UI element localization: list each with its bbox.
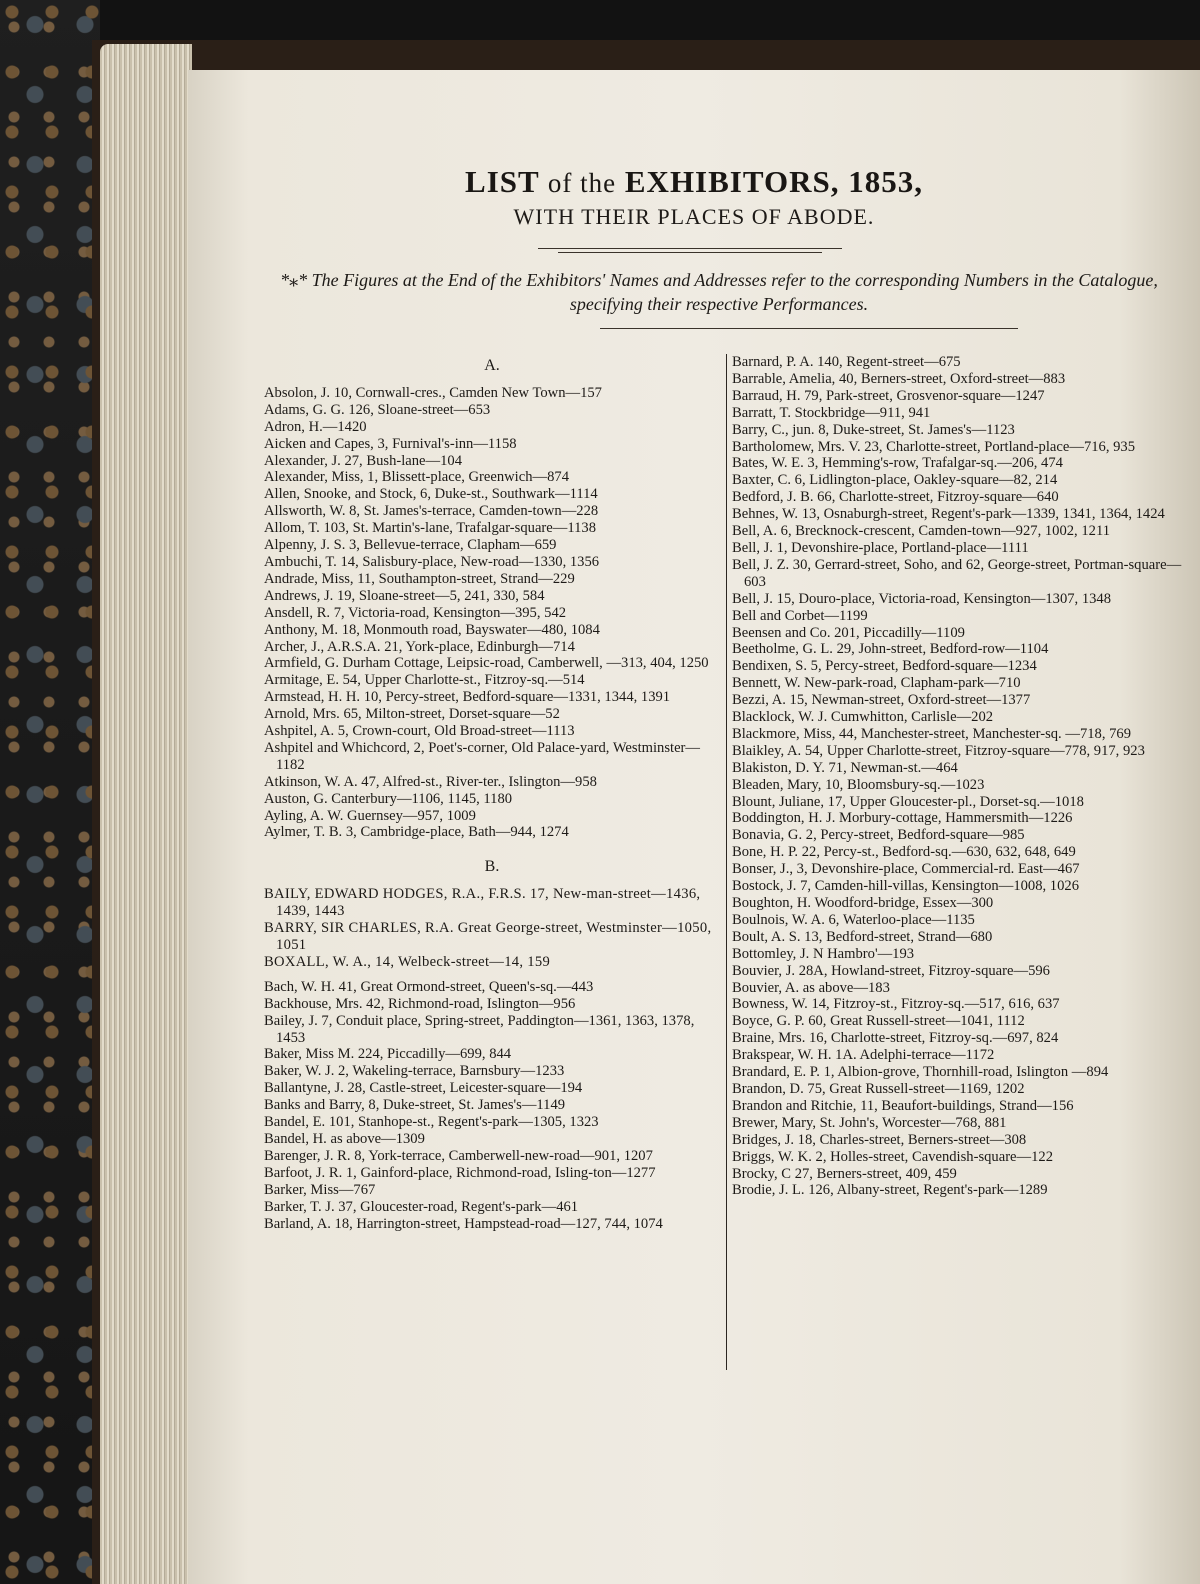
exhibitor-entry: Bedford, J. B. 66, Charlotte-street, Fitzroy-square—640 (732, 489, 1059, 506)
exhibitor-entry: Bone, H. P. 22, Percy-st., Bedford-sq.—630, 632, 648, 649 (732, 844, 1076, 861)
exhibitor-entry: Bottomley, J. N Hambro'—193 (732, 945, 915, 962)
exhibitor-entry: Beetholme, G. L. 29, John-street, Bedford-row—1104 (732, 641, 1049, 658)
exhibitor-entry: Backhouse, Mrs. 42, Richmond-road, Islington—956 (264, 995, 576, 1012)
title-list: LIST (465, 164, 540, 199)
exhibitor-entry: Bezzi, A. 15, Newman-street, Oxford-street—1377 (732, 692, 1031, 709)
exhibitor-entry: BARRY, SIR CHARLES, R.A. Great George-street, Westminster—1050, 1051 (264, 920, 712, 953)
exhibitor-entry: Bell, J. 15, Douro-place, Victoria-road, Kensington—1307, 1348 (732, 590, 1112, 607)
exhibitor-entry: Ashpitel and Whichcord, 2, Poet's-corner, Old Palace-yard, Westminster—1182 (264, 739, 701, 773)
exhibitor-entry: BAILY, EDWARD HODGES, R.A., F.R.S. 17, New-man-street—1436, 1439, 1443 (264, 886, 701, 920)
exhibitor-entry: Bowness, W. 14, Fitzroy-st., Fitzroy-sq.—517, 616, 637 (732, 996, 1060, 1013)
exhibitor-entry: Armstead, H. H. 10, Percy-street, Bedford-square—1331, 1344, 1391 (264, 689, 671, 706)
left-column (264, 354, 720, 1232)
exhibitor-entry: Blount, Juliane, 17, Upper Gloucester-pl., Dorset-sq.—1018 (732, 793, 1084, 810)
exhibitor-entry: Bouvier, J. 28A, Howland-street, Fitzroy-square—596 (732, 962, 1050, 979)
exhibitor-entry: Allsworth, W. 8, St. James's-terrace, Camden-town—228 (264, 503, 599, 520)
exhibitor-entry: Bach, W. H. 41, Great Ormond-street, Queen's-sq.—443 (264, 978, 594, 995)
exhibitor-entry: Aicken and Capes, 3, Furnival's-inn—1158 (264, 435, 517, 452)
exhibitor-entry: Boult, A. S. 13, Bedford-street, Strand—680 (732, 928, 993, 945)
exhibitor-entry: Alpenny, J. S. 3, Bellevue-terrace, Clapham—659 (264, 537, 557, 554)
exhibitor-entry: Boulnois, W. A. 6, Waterloo-place—1135 (732, 911, 975, 928)
exhibitor-entry: Adams, G. G. 126, Sloane-street—653 (264, 401, 491, 418)
exhibitor-entry: Bostock, J. 7, Camden-hill-villas, Kensington—1008, 1026 (732, 878, 1079, 895)
exhibitor-entry: Bandel, E. 101, Stanhope-st., Regent's-park—1305, 1323 (264, 1114, 599, 1131)
page-subtitle: WITH THEIR PLACES OF ABODE. (513, 204, 875, 229)
exhibitor-entry: Barenger, J. R. 8, York-terrace, Camberwell-new-road—901, 1207 (264, 1147, 653, 1164)
note-text: The Figures at the End of the Exhibitors' Names and Addresses refer to the corresponding Numbers in the Catalogue, specifying their respective Performances. (311, 270, 1158, 314)
title-exhibitors: EXHIBITORS, 1853, (624, 164, 923, 199)
exhibitor-entry: Archer, J., A.R.S.A. 21, York-place, Edinburgh—714 (264, 638, 575, 655)
exhibitor-entry: Brewer, Mary, St. John's, Worcester—768, 881 (732, 1114, 1007, 1131)
exhibitor-entry: Blackmore, Miss, 44, Manchester-street, Manchester-sq. —718, 769 (732, 725, 1132, 742)
exhibitor-entry: Barrable, Amelia, 40, Berners-street, Oxford-street—883 (732, 370, 1066, 387)
exhibitor-entry: Bartholomew, Mrs. V. 23, Charlotte-street, Portland-place—716, 935 (732, 438, 1136, 455)
exhibitor-entry: Barker, Miss—767 (264, 1181, 376, 1198)
exhibitor-entry: Barland, A. 18, Harrington-street, Hampstead-road—127, 744, 1074 (264, 1215, 663, 1232)
exhibitor-entry: Baxter, C. 6, Lidlington-place, Oakley-square—82, 214 (732, 472, 1058, 489)
exhibitor-entry: Andrade, Miss, 11, Southampton-street, Strand—229 (264, 570, 575, 587)
exhibitor-entry: Auston, G. Canterbury—1106, 1145, 1180 (264, 790, 513, 807)
exhibitor-entry: Bleaden, Mary, 10, Bloomsbury-sq.—1023 (732, 776, 985, 793)
page-title (188, 164, 1200, 200)
section-gap (264, 971, 720, 979)
exhibitor-entry: Ashpitel, A. 5, Crown-court, Old Broad-street—1113 (264, 723, 575, 740)
book-page (188, 70, 1200, 1584)
exhibitor-entry: Bennett, W. New-park-road, Clapham-park—710 (732, 675, 1021, 692)
exhibitor-entry: BOXALL, W. A., 14, Welbeck-street—14, 159 (264, 953, 551, 970)
exhibitor-entry: Bailey, J. 7, Conduit place, Spring-street, Paddington—1361, 1363, 1378, 1453 (264, 1012, 695, 1046)
title-rule-inner (558, 252, 822, 253)
exhibitor-entry: Boughton, H. Woodford-bridge, Essex—300 (732, 895, 994, 911)
exhibitor-entry: Bell, A. 6, Brecknock-crescent, Camden-town—927, 1002, 1211 (732, 523, 1111, 540)
exhibitor-entry: Brandon, D. 75, Great Russell-street—1169, 1202 (732, 1080, 1025, 1097)
exhibitor-entry: Braine, Mrs. 16, Charlotte-street, Fitzroy-sq.—697, 824 (732, 1030, 1059, 1047)
exhibitor-entry: Ayling, A. W. Guernsey—957, 1009 (264, 807, 476, 824)
exhibitor-entry: Brocky, C 27, Berners-street, 409, 459 (732, 1165, 957, 1182)
column-divider (726, 354, 727, 1370)
entries-b-academicians (264, 886, 720, 971)
catalogue-note (268, 268, 1170, 316)
exhibitor-entry: Adron, H.—1420 (264, 418, 367, 435)
exhibitor-entry: Barker, T. J. 37, Gloucester-road, Regent's-park—461 (264, 1198, 579, 1215)
exhibitor-entry: Aylmer, T. B. 3, Cambridge-place, Bath—944, 1274 (264, 824, 569, 841)
exhibitor-entry: Brandon and Ritchie, 11, Beaufort-buildings, Strand—156 (732, 1097, 1074, 1114)
exhibitor-entry: Banks and Barry, 8, Duke-street, St. James's—1149 (264, 1097, 566, 1114)
exhibitor-entry: Armfield, G. Durham Cottage, Leipsic-road, Camberwell, —313, 404, 1250 (264, 655, 709, 672)
exhibitor-entry: Brandard, E. P. 1, Albion-grove, Thornhill-road, Islington —894 (732, 1064, 1109, 1081)
exhibitor-entry: Barraud, H. 79, Park-street, Grosvenor-square—1247 (732, 387, 1045, 404)
exhibitor-entry: Boyce, G. P. 60, Great Russell-street—1041, 1112 (732, 1013, 1025, 1030)
exhibitor-entry: Blakiston, D. Y. 71, Newman-st.—464 (732, 759, 958, 776)
exhibitor-entry: Brakspear, W. H. 1A. Adelphi-terrace—1172 (732, 1047, 995, 1064)
exhibitor-entry: Alexander, Miss, 1, Blissett-place, Greenwich—874 (264, 469, 570, 486)
exhibitor-entry: Allom, T. 103, St. Martin's-lane, Trafalgar-square—1138 (264, 520, 596, 537)
right-column (732, 354, 1184, 1199)
note-rule (600, 328, 1018, 329)
exhibitor-entry: Atkinson, W. A. 47, Alfred-st., River-ter., Islington—958 (264, 773, 597, 790)
page-edges (100, 44, 192, 1584)
entries-b-continued (732, 354, 1184, 1199)
exhibitor-entry: Baker, W. J. 2, Wakeling-terrace, Barnsbury—1233 (264, 1063, 565, 1080)
exhibitor-entry: Anthony, M. 18, Monmouth road, Bayswater—480, 1084 (264, 621, 600, 638)
exhibitor-entry: Andrews, J. 19, Sloane-street—5, 241, 330, 584 (264, 587, 545, 604)
exhibitor-entry: Bates, W. E. 3, Hemming's-row, Trafalgar-sq.—206, 474 (732, 455, 1063, 472)
exhibitor-entry: Bridges, J. 18, Charles-street, Berners-street—308 (732, 1131, 1027, 1148)
exhibitor-entry: Bell and Corbet—1199 (732, 607, 868, 624)
exhibitor-entry: Arnold, Mrs. 65, Milton-street, Dorset-square—52 (264, 706, 560, 723)
exhibitor-entry: Bendixen, S. 5, Percy-street, Bedford-square—1234 (732, 658, 1037, 675)
exhibitor-entry: Beensen and Co. 201, Piccadilly—1109 (732, 624, 965, 641)
exhibitor-entry: Barry, C., jun. 8, Duke-street, St. James's—1123 (732, 421, 1015, 438)
exhibitor-entry: Ansdell, R. 7, Victoria-road, Kensington—395, 542 (264, 604, 567, 621)
exhibitor-entry: Armitage, E. 54, Upper Charlotte-st., Fitzroy-sq.—514 (264, 672, 585, 689)
note-asterism: *⁎* (280, 270, 308, 290)
entries-b (264, 979, 720, 1233)
exhibitor-entry: Blacklock, W. J. Cumwhitton, Carlisle—202 (732, 709, 994, 726)
exhibitor-entry: Bonser, J., 3, Devonshire-place, Commercial-rd. East—467 (732, 861, 1080, 878)
section-heading-b: B. (484, 858, 500, 876)
exhibitor-entry: Absolon, J. 10, Cornwall-cres., Camden New Town—157 (264, 384, 602, 401)
exhibitor-entry: Barratt, T. Stockbridge—911, 941 (732, 404, 931, 421)
exhibitor-entry: Bonavia, G. 2, Percy-street, Bedford-square—985 (732, 827, 1025, 844)
exhibitor-entry: Ambuchi, T. 14, Salisbury-place, New-road—1330, 1356 (264, 553, 600, 570)
section-heading-a: A. (484, 357, 500, 374)
exhibitor-entry: Barfoot, J. R. 1, Gainford-place, Richmond-road, Isling-ton—1277 (264, 1164, 656, 1181)
entries-a (264, 385, 720, 841)
exhibitor-entry: Behnes, W. 13, Osnaburgh-street, Regent's-park—1339, 1341, 1364, 1424 (732, 506, 1165, 523)
exhibitor-entry: Bell, J. 1, Devonshire-place, Portland-place—1111 (732, 539, 1029, 556)
exhibitor-entry: Ballantyne, J. 28, Castle-street, Leicester-square—194 (264, 1080, 583, 1097)
exhibitor-entry: Bandel, H. as above—1309 (264, 1130, 425, 1147)
exhibitor-entry: Bouvier, A. as above—183 (732, 979, 890, 996)
title-of-the: of the (547, 168, 617, 198)
exhibitor-entry: Alexander, J. 27, Bush-lane—104 (264, 452, 463, 469)
exhibitor-entry: Baker, Miss M. 224, Piccadilly—699, 844 (264, 1046, 512, 1063)
title-rule (538, 248, 842, 249)
exhibitor-entry: Allen, Snooke, and Stock, 6, Duke-st., Southwark—1114 (264, 486, 598, 503)
exhibitor-entry: Boddington, H. J. Morbury-cottage, Hammersmith—1226 (732, 810, 1073, 827)
exhibitor-entry: Barnard, P. A. 140, Regent-street—675 (732, 354, 961, 370)
exhibitor-entry: Brodie, J. L. 126, Albany-street, Regent's-park—1289 (732, 1182, 1048, 1199)
marbled-book-edge (0, 0, 100, 1584)
exhibitor-entry: Blaikley, A. 54, Upper Charlotte-street, Fitzroy-square—778, 917, 923 (732, 742, 1145, 759)
exhibitor-entry: Briggs, W. K. 2, Holles-street, Cavendish-square—122 (732, 1148, 1054, 1165)
exhibitor-entry: Bell, J. Z. 30, Gerrard-street, Soho, and 62, George-street, Portman-square—603 (732, 556, 1182, 590)
